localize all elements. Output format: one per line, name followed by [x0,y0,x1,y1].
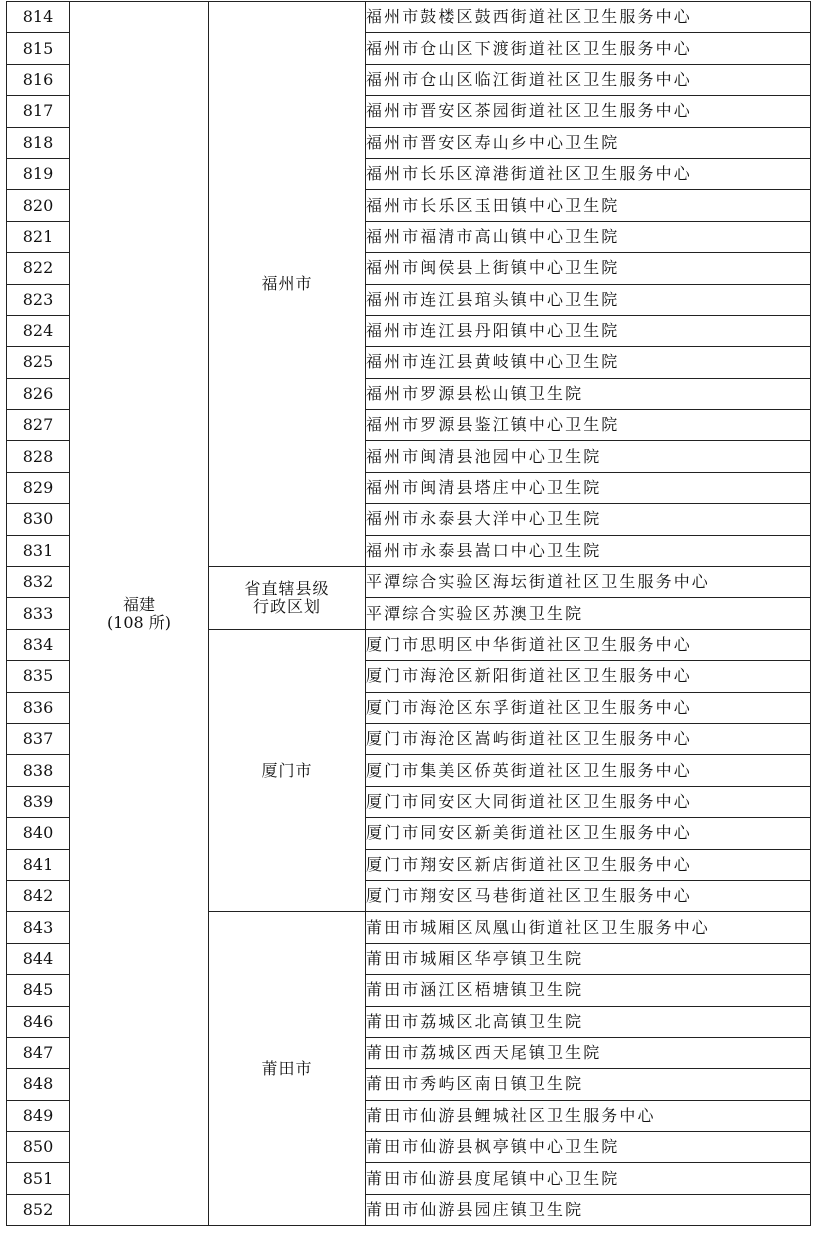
city-cell [209,567,366,630]
institution-name: 莆田市城厢区凤凰山街道社区卫生服务中心 [366,917,710,937]
institution-name-cell [366,535,811,566]
row-number: 837 [22,729,54,749]
institution-name-cell [366,692,811,723]
institution-name: 福州市闽侯县上街镇中心卫生院 [366,258,620,278]
institution-name: 福州市晋安区寿山乡中心卫生院 [366,132,620,152]
row-number: 825 [22,352,54,372]
row-number-cell [7,33,70,64]
institution-name: 莆田市荔城区西天尾镇卫生院 [366,1043,602,1063]
row-number: 816 [22,69,54,89]
row-number-cell [7,755,70,786]
institution-name: 厦门市同安区新美街道社区卫生服务中心 [366,823,692,843]
institution-name: 厦门市海沧区新阳街道社区卫生服务中心 [366,666,692,686]
institution-name-cell [366,567,811,598]
row-number: 834 [22,635,54,654]
institution-name: 厦门市海沧区东孚街道社区卫生服务中心 [366,697,692,717]
institution-name-cell [366,1037,811,1068]
institution-name: 福州市长乐区漳港街道社区卫生服务中心 [366,164,692,184]
row-number: 839 [22,791,54,811]
province-cell [70,2,209,1226]
city-name-line: 福州市 [261,274,313,294]
institution-name-cell [366,504,811,535]
institution-name: 莆田市仙游县度尾镇中心卫生院 [366,1168,620,1188]
institution-name: 莆田市仙游县园庄镇卫生院 [366,1200,584,1220]
row-number-cell [7,158,70,189]
row-number-cell [7,1132,70,1163]
institution-name: 厦门市集美区侨英街道社区卫生服务中心 [366,760,692,780]
row-number: 817 [22,101,54,121]
institution-name: 厦门市海沧区嵩屿街道社区卫生服务中心 [366,729,692,749]
institution-name: 福州市罗源县鉴江镇中心卫生院 [366,415,620,435]
row-number-cell [7,849,70,880]
row-number: 824 [22,321,54,341]
row-number: 827 [22,415,54,435]
institution-name-cell [366,975,811,1006]
row-number: 841 [22,854,54,874]
institution-name-cell [366,629,811,660]
institution-name: 平潭综合实验区苏澳卫生院 [366,603,584,623]
row-number: 838 [22,760,54,780]
row-number: 814 [22,7,54,27]
institution-name: 福州市罗源县松山镇卫生院 [366,383,584,403]
row-number-cell [7,1100,70,1131]
row-number-cell [7,410,70,441]
institution-name-cell [366,158,811,189]
row-number: 833 [22,603,54,623]
institution-name-cell [366,755,811,786]
city-cell [209,629,366,912]
institution-name: 福州市仓山区下渡街道社区卫生服务中心 [366,38,692,58]
institution-name: 莆田市荔城区北高镇卫生院 [366,1011,584,1031]
institution-name-cell [366,880,811,911]
row-number-cell [7,378,70,409]
row-number-cell [7,1037,70,1068]
row-number-cell [7,504,70,535]
institution-name-cell [366,347,811,378]
row-number: 845 [22,980,54,1000]
row-number-cell [7,629,70,660]
institution-name: 莆田市仙游县鲤城社区卫生服务中心 [366,1105,656,1125]
institution-name: 福州市晋安区茶园街道社区卫生服务中心 [366,101,692,121]
row-number: 849 [22,1105,54,1125]
city-name-line: 行政区划 [252,596,321,616]
institution-name: 莆田市仙游县枫亭镇中心卫生院 [366,1137,620,1157]
institution-name: 莆田市城厢区华亭镇卫生院 [366,948,584,968]
row-number: 818 [22,132,54,152]
row-number-cell [7,284,70,315]
institution-name-cell [366,1006,811,1037]
row-number: 829 [22,478,54,498]
row-number: 846 [22,1011,54,1031]
institution-name: 福州市永泰县嵩口中心卫生院 [366,540,602,560]
institution-name-cell [366,818,811,849]
institution-name: 福州市福清市高山镇中心卫生院 [366,226,620,246]
row-number-cell [7,818,70,849]
row-number: 851 [22,1168,54,1188]
row-number: 850 [22,1137,54,1157]
row-number-cell [7,64,70,95]
institution-name: 平潭综合实验区海坛街道社区卫生服务中心 [366,572,710,592]
institution-name-cell [366,410,811,441]
institution-name: 莆田市涵江区梧塘镇卫生院 [366,980,584,1000]
row-number: 821 [22,226,54,246]
row-number: 836 [22,697,54,717]
city-name-line: 莆田市 [261,1058,313,1078]
institution-name-cell [366,315,811,346]
institution-name: 福州市闽清县塔庄中心卫生院 [366,478,602,498]
institution-name: 福州市鼓楼区鼓西街道社区卫生服务中心 [366,7,692,27]
row-number-cell [7,912,70,943]
province-count: (108 所) [106,612,172,632]
institution-name-cell [366,96,811,127]
row-number: 842 [22,886,54,906]
institution-name: 福州市连江县丹阳镇中心卫生院 [366,321,620,341]
table-body [7,2,811,1226]
row-number: 848 [22,1074,54,1094]
city-name-line: 厦门市 [261,760,313,780]
row-number: 828 [22,446,54,466]
row-number-cell [7,1069,70,1100]
row-number: 832 [22,572,54,592]
institution-name: 厦门市翔安区新店街道社区卫生服务中心 [366,854,692,874]
city-name-line: 省直辖县级 [244,578,330,598]
institution-name-cell [366,378,811,409]
institution-name-cell [366,723,811,754]
table-row [7,2,811,33]
row-number: 815 [22,38,54,58]
row-number-cell [7,190,70,221]
row-number: 820 [22,195,54,215]
row-number-cell [7,1006,70,1037]
city-cell [209,912,366,1226]
row-number: 822 [22,258,54,278]
row-number-cell [7,96,70,127]
institution-name-cell [366,284,811,315]
row-number: 819 [22,164,54,184]
institution-name-cell [366,472,811,503]
province-name: 福建 [122,594,155,614]
institution-name-cell [366,912,811,943]
institution-name: 福州市连江县琯头镇中心卫生院 [366,289,620,309]
institution-name: 厦门市同安区大同街道社区卫生服务中心 [366,791,692,811]
row-number-cell [7,1163,70,1194]
institution-name: 厦门市翔安区马巷街道社区卫生服务中心 [366,886,692,906]
row-number: 843 [22,917,54,937]
institution-name-cell [366,1194,811,1225]
institution-name: 厦门市思明区中华街道社区卫生服务中心 [366,635,692,654]
row-number-cell [7,2,70,33]
row-number-cell [7,472,70,503]
institution-name: 福州市连江县黄岐镇中心卫生院 [366,352,620,372]
institution-name-cell [366,2,811,33]
institution-name-cell [366,253,811,284]
row-number-cell [7,253,70,284]
institution-name-cell [366,64,811,95]
row-number-cell [7,347,70,378]
row-number-cell [7,692,70,723]
institution-name-cell [366,1069,811,1100]
institution-name-cell [366,661,811,692]
row-number: 826 [22,383,54,403]
row-number: 840 [22,823,54,843]
institution-name-cell [366,943,811,974]
institution-name-cell [366,598,811,629]
institution-name-cell [366,33,811,64]
institution-name: 福州市永泰县大洋中心卫生院 [366,509,602,529]
row-number-cell [7,723,70,754]
row-number-cell [7,880,70,911]
row-number-cell [7,786,70,817]
institution-name-cell [366,127,811,158]
row-number: 831 [22,540,54,560]
row-number: 835 [22,666,54,686]
institution-name-cell [366,849,811,880]
row-number-cell [7,661,70,692]
row-number: 844 [22,948,54,968]
row-number-cell [7,943,70,974]
institution-name-cell [366,441,811,472]
row-number-cell [7,441,70,472]
row-number-cell [7,1194,70,1225]
city-cell [209,2,366,567]
row-number-cell [7,535,70,566]
row-number-cell [7,315,70,346]
row-number: 823 [22,289,54,309]
row-number-cell [7,567,70,598]
row-number-cell [7,221,70,252]
institution-name: 福州市仓山区临江街道社区卫生服务中心 [366,69,692,89]
institution-name-cell [366,1132,811,1163]
institution-name: 莆田市秀屿区南日镇卫生院 [366,1074,584,1094]
row-number: 830 [22,509,54,529]
institution-name: 福州市闽清县池园中心卫生院 [366,446,602,466]
institution-name-cell [366,786,811,817]
row-number-cell [7,598,70,629]
institution-name-cell [366,1163,811,1194]
institution-name-cell [366,190,811,221]
row-number-cell [7,127,70,158]
institution-name-cell [366,221,811,252]
row-number: 852 [22,1200,54,1220]
institution-name: 福州市长乐区玉田镇中心卫生院 [366,195,620,215]
institution-table [6,1,811,1226]
row-number: 847 [22,1043,54,1063]
institution-name-cell [366,1100,811,1131]
row-number-cell [7,975,70,1006]
